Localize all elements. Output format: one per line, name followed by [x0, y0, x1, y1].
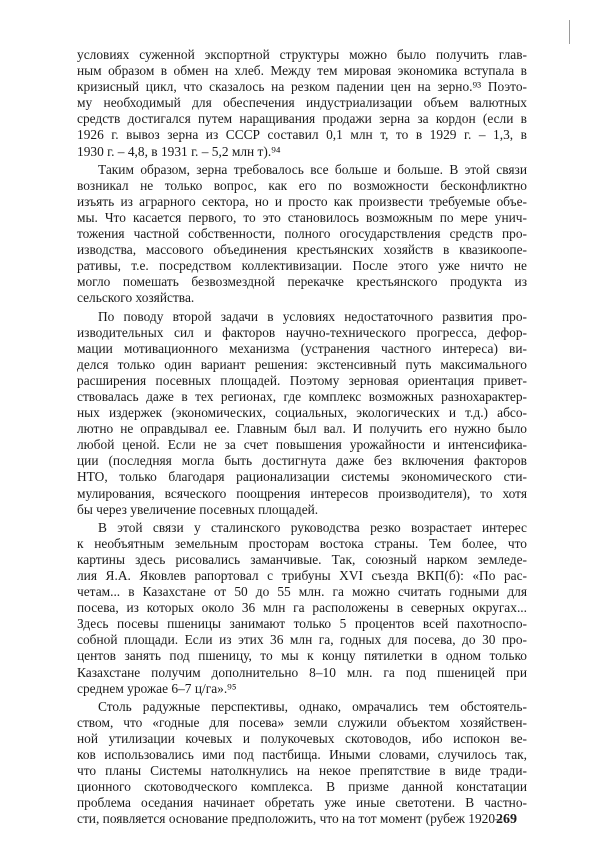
text-line: сти, появляется основание предположить, что на тот момент (рубеж 1920– — [77, 811, 502, 827]
text-line: изъять из аграрного сектора, но и просто как произвести требуемые объе- — [77, 193, 527, 209]
paragraph — [77, 699, 527, 828]
text-line: расширения посевных площадей. Поэтому зерновая ориентация привет- — [77, 372, 527, 388]
paragraph — [77, 47, 527, 160]
text-line: проблема оседания начинает обретать уже иные светотени. В частно- — [77, 795, 527, 811]
text-line: ствовалась даже в тех регионах, где комплекс возможных разнохарактер- — [77, 388, 527, 404]
text-line: сельского хозяйства. — [77, 290, 195, 306]
text-line: Таким образом, зерна требовалось все больше и больше. В этой связи — [98, 161, 527, 177]
text-line: центов занять под пшеницу, то мы к концу пятилетки в одном только — [77, 648, 527, 664]
page-number: 269 — [496, 812, 517, 827]
text-line: четам... в Казахстане от 50 до 55 млн. га можно считать годными для — [77, 584, 527, 600]
text-line: любой ценой. Если не за счет повышения урожайности и интенсифика- — [77, 437, 527, 453]
text-line: ков использовались ими под пастбища. Иными словами, случилось так, — [77, 747, 527, 763]
text-line: Столь радужные перспективы, однако, омрачались тем обстоятель- — [98, 698, 527, 714]
paragraph — [77, 162, 527, 307]
text-line: му необходимый для обеспечения индустриализации объем валютных — [77, 95, 527, 111]
text-line: ции (последняя могла быть достигнута даже без включения факторов — [77, 453, 527, 469]
text-line: лютно не оправдывал ее. Главным был вал. И получить его нужно было — [77, 421, 527, 437]
text-line: среднем урожае 6–7 ц/га».⁹⁵ — [77, 680, 237, 696]
text-line: лия Я.А. Яковлев рапортовал с трибуны XVI съезда ВКП(б): «По рас- — [77, 568, 527, 583]
text-line: могло помешать безвозмездной перекачке крестьянского продукта из — [77, 274, 527, 290]
text-line: Казахстане получим дополнительно 8–10 млн. га под пшеницей при — [77, 664, 527, 680]
text-line: мы. Что касается первого, то это становилось возможным по мере унич- — [77, 209, 527, 225]
text-line: ством, что «годные для посева» земли служили объектом хозяйствен- — [77, 714, 527, 730]
margin-mark — [569, 20, 570, 44]
paragraph — [77, 520, 527, 697]
text-line: ным образом в обмен на хлеб. Между тем мировая экономика вступала в — [77, 63, 527, 79]
text-line: ративы, т.е. посредством коллективизации. После этого уже ничто не — [77, 258, 527, 274]
text-line: к необъятным земельным просторам востока страны. Тем более, что — [77, 535, 527, 551]
text-line: мации мотивационного механизма (устранения частного интереса) ви- — [77, 340, 527, 356]
text-line: делся только один вариант решения: экстенсивный путь максимального — [77, 356, 527, 372]
text-line: изводительных сил и факторов научно-технического прогресса, дефор- — [77, 324, 527, 340]
text-line: ных издержек (экономических, социальных, экологических и т.д.) абсо- — [77, 405, 527, 421]
text-line: тожения частной собственности, полного огосударствления средств про- — [77, 226, 527, 242]
text-line: ционного скотоводческого комплекса. В призме данной констатации — [77, 779, 527, 795]
text-line: посева, из которых около 36 млн га расположены в северных округах... — [77, 600, 527, 616]
text-line: условиях суженной экспортной структуры можно было получить глав- — [77, 47, 527, 62]
text-line: ной утилизации кочевых и полукочевых скотоводов, ибо испокон ве- — [77, 730, 527, 746]
text-line: собной площади. Если из этих 36 млн га, годных для посева, до 30 про- — [77, 632, 527, 648]
text-line: 1930 г. – 4,8, в 1931 г. – 5,2 млн т).⁹⁴ — [77, 143, 281, 159]
text-line: что планы Системы натолкнулись на некое препятствие в виде тради- — [77, 763, 527, 779]
text-line: средств достигался путем наращивания продажи зерна за кордон (если в — [77, 111, 527, 127]
text-line: возникал не только вопрос, как его по возможности бесконфликтно — [77, 177, 527, 193]
text-line: В этой связи у сталинского руководства резко возрастает интерес — [98, 519, 527, 535]
text-line: изводства, массового объединения крестьянских хозяйств в квазикоопе- — [77, 242, 527, 258]
page-body — [77, 47, 527, 828]
text-line: кризисный цикл, что сказалось на резком падении цен на зерно.⁹³ Поэто- — [77, 79, 527, 95]
text-line: мулирования, всяческого поощрения интересов производителя), то хотя — [77, 485, 527, 501]
text-line: бы через увеличение посевных площадей. — [77, 501, 319, 517]
text-line: картины здесь рисовались заманчивые. Так, союзный нарком земледе- — [77, 551, 527, 567]
text-line: НТО, только благодаря рационализации системы экономического сти- — [77, 469, 527, 485]
text-line: По поводу второй задачи в условиях недостаточного развития про- — [98, 308, 527, 324]
paragraph — [77, 309, 527, 518]
text-line: 1926 г. вывоз зерна из СССР составил 0,1 млн т, то в 1929 г. – 1,3, в — [77, 127, 527, 143]
text-line: Здесь посевы пшеницы занимают только 5 процентов всей пахотноспо- — [77, 616, 527, 632]
